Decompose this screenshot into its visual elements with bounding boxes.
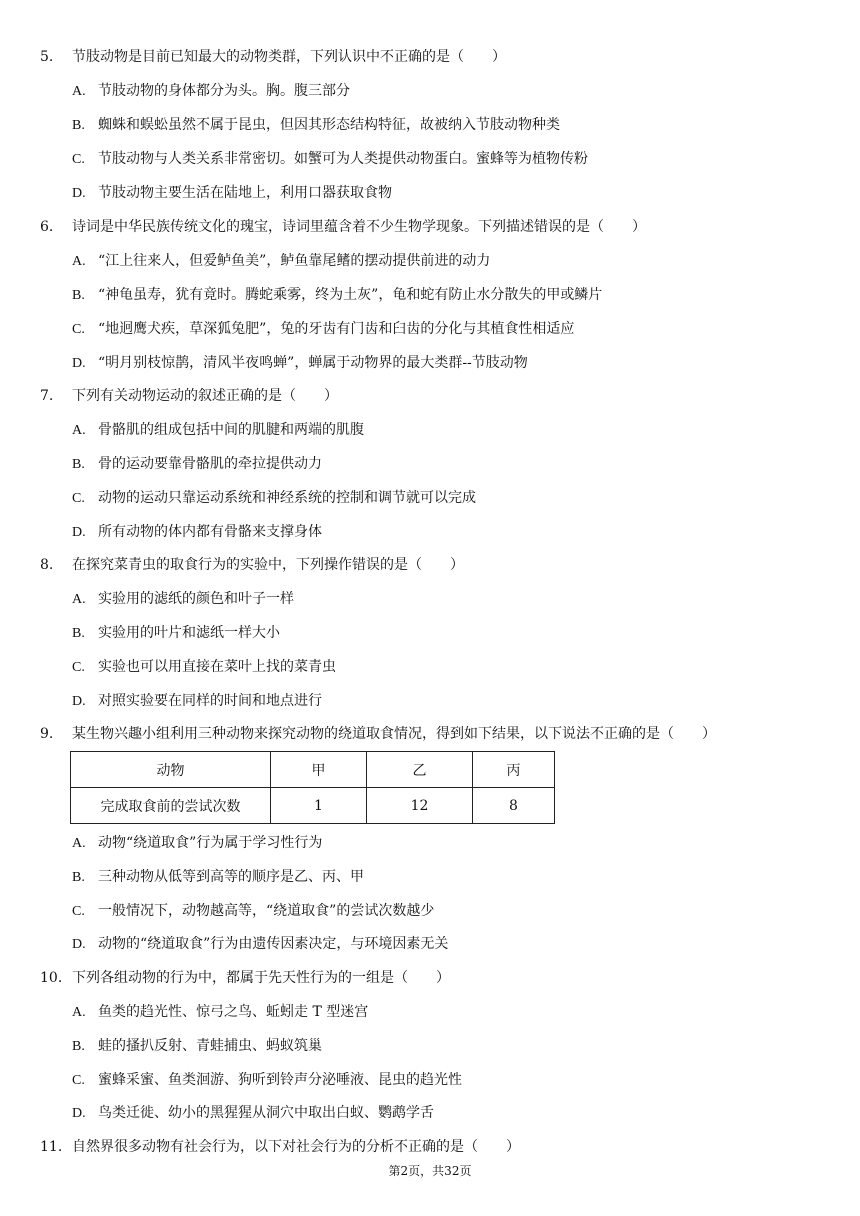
- question-5-stem: [40, 47, 506, 67]
- option-letter: D.: [72, 937, 86, 952]
- option-letter: A.: [72, 836, 86, 851]
- option-text: 骨的运动要靠骨骼肌的牵拉提供动力: [98, 456, 322, 472]
- question-9-stem: [40, 724, 716, 744]
- question-10-option-c[interactable]: [72, 1070, 462, 1091]
- question-text: 节肢动物是目前已知最大的动物类群，下列认识中不正确的是（ ）: [72, 49, 506, 65]
- question-6-option-c[interactable]: [72, 319, 574, 340]
- option-text: “神龟虽寿，犹有竟时。腾蛇乘雾，终为土灰”，龟和蛇有防止水分散失的甲或鳞片: [98, 287, 603, 303]
- question-8-option-d[interactable]: [72, 691, 322, 712]
- option-letter: C.: [72, 322, 85, 337]
- option-letter: C.: [72, 491, 85, 506]
- question-8-stem: [40, 555, 464, 575]
- question-9-option-c[interactable]: [72, 901, 434, 922]
- option-text: 一般情况下，动物越高等，“绕道取食”的尝试次数越少: [98, 903, 435, 919]
- option-letter: C.: [72, 904, 85, 919]
- option-letter: D.: [72, 525, 86, 540]
- option-letter: D.: [72, 186, 86, 201]
- question-text: 下列有关动物运动的叙述正确的是（ ）: [72, 388, 338, 404]
- option-text: 对照实验要在同样的时间和地点进行: [98, 693, 322, 709]
- option-text: 实验也可以用直接在菜叶上找的菜青虫: [98, 659, 336, 675]
- option-text: “地迥鹰犬疾，草深狐兔肥”，兔的牙齿有门齿和臼齿的分化与其植食性相适应: [98, 321, 575, 337]
- option-letter: B.: [72, 118, 85, 133]
- option-text: 节肢动物的身体都分为头。胸。腹三部分: [98, 83, 350, 99]
- option-letter: B.: [72, 288, 85, 303]
- option-letter: A.: [72, 423, 86, 438]
- question-5-option-a[interactable]: [72, 81, 350, 102]
- question-7-stem: [40, 386, 338, 406]
- question-number: 10.: [40, 970, 63, 986]
- table-row: [71, 788, 555, 824]
- option-text: “明月别枝惊鹊，清风半夜鸣蝉”，蝉属于动物界的最大类群--节肢动物: [98, 355, 528, 371]
- option-text: 实验用的叶片和滤纸一样大小: [98, 625, 280, 641]
- option-text: 三种动物从低等到高等的顺序是乙、丙、甲: [98, 869, 364, 885]
- option-letter: A.: [72, 84, 86, 99]
- option-text: 动物“绕道取食”行为属于学习性行为: [98, 835, 323, 851]
- question-7-option-a[interactable]: [72, 420, 364, 441]
- question-6-option-b[interactable]: [72, 285, 602, 306]
- option-text: 蛙的搔扒反射、青蛙捕虫、蚂蚁筑巢: [98, 1038, 322, 1054]
- option-letter: D.: [72, 1106, 86, 1121]
- table-header-cell: 丙: [473, 752, 555, 788]
- question-6-option-a[interactable]: [72, 251, 490, 272]
- table-cell: 8: [473, 788, 555, 824]
- data-table: [70, 751, 555, 824]
- option-text: 蜘蛛和蜈蚣虽然不属于昆虫，但因其形态结构特征，故被纳入节肢动物种类: [98, 117, 560, 133]
- question-7-option-c[interactable]: [72, 488, 476, 509]
- option-text: 所有动物的体内都有骨骼来支撑身体: [98, 524, 322, 540]
- question-number: 11.: [40, 1139, 63, 1155]
- question-10-stem: [40, 968, 450, 988]
- question-9-option-b[interactable]: [72, 867, 364, 888]
- question-6-stem: [40, 217, 646, 237]
- option-letter: B.: [72, 1039, 85, 1054]
- question-number: 8.: [40, 557, 54, 573]
- question-10-option-d[interactable]: [72, 1103, 434, 1124]
- question-5-option-c[interactable]: [72, 149, 588, 170]
- option-text: 节肢动物主要生活在陆地上，利用口器获取食物: [98, 185, 392, 201]
- table-header-cell: 动物: [71, 752, 271, 788]
- question-8-option-c[interactable]: [72, 657, 336, 678]
- option-letter: C.: [72, 660, 85, 675]
- option-text: “江上往来人，但爱鲈鱼美”，鲈鱼靠尾鳍的摆动提供前进的动力: [98, 253, 491, 269]
- question-11-stem: [40, 1137, 520, 1157]
- option-letter: A.: [72, 592, 86, 607]
- option-letter: B.: [72, 870, 85, 885]
- question-8-option-a[interactable]: [72, 589, 294, 610]
- option-letter: C.: [72, 1073, 85, 1088]
- question-10-option-b[interactable]: [72, 1036, 322, 1057]
- question-9-option-d[interactable]: [72, 934, 448, 955]
- option-letter: D.: [72, 356, 86, 371]
- option-text: 动物的运动只靠运动系统和神经系统的控制和调节就可以完成: [98, 490, 476, 506]
- option-text: 鸟类迁徙、幼小的黑猩猩从洞穴中取出白蚁、鹦鹉学舌: [98, 1105, 434, 1121]
- table-cell: 12: [367, 788, 473, 824]
- option-letter: A.: [72, 1005, 86, 1020]
- option-letter: B.: [72, 626, 85, 641]
- option-text: 鱼类的趋光性、惊弓之鸟、蚯蚓走 T 型迷宫: [98, 1004, 369, 1020]
- question-6-option-d[interactable]: [72, 353, 528, 374]
- option-text: 动物的“绕道取食”行为由遗传因素决定，与环境因素无关: [98, 936, 449, 952]
- question-5-option-b[interactable]: [72, 115, 560, 136]
- table-header-cell: 乙: [367, 752, 473, 788]
- question-number: 9.: [40, 726, 54, 742]
- question-text: 诗词是中华民族传统文化的瑰宝，诗词里蕴含着不少生物学现象。下列描述错误的是（ ）: [72, 219, 646, 235]
- question-7-option-d[interactable]: [72, 522, 322, 543]
- option-text: 实验用的滤纸的颜色和叶子一样: [98, 591, 294, 607]
- option-letter: B.: [72, 457, 85, 472]
- option-letter: A.: [72, 254, 86, 269]
- option-text: 节肢动物与人类关系非常密切。如蟹可为人类提供动物蛋白。蜜蜂等为植物传粉: [98, 151, 588, 167]
- question-7-option-b[interactable]: [72, 454, 322, 475]
- table-cell: 1: [271, 788, 367, 824]
- option-letter: D.: [72, 694, 86, 709]
- question-number: 6.: [40, 219, 54, 235]
- question-9-option-a[interactable]: [72, 833, 322, 854]
- question-8-option-b[interactable]: [72, 623, 280, 644]
- question-number: 7.: [40, 388, 54, 404]
- option-letter: C.: [72, 152, 85, 167]
- question-text: 在探究菜青虫的取食行为的实验中，下列操作错误的是（ ）: [72, 557, 464, 573]
- question-10-option-a[interactable]: [72, 1002, 368, 1023]
- option-text: 蜜蜂采蜜、鱼类洄游、狗听到铃声分泌唾液、昆虫的趋光性: [98, 1072, 462, 1088]
- question-text: 下列各组动物的行为中，都属于先天性行为的一组是（ ）: [72, 970, 450, 986]
- question-5-option-d[interactable]: [72, 183, 392, 204]
- option-text: 骨骼肌的组成包括中间的肌腱和两端的肌腹: [98, 422, 364, 438]
- table-cell: 完成取食前的尝试次数: [71, 788, 271, 824]
- question-text: 某生物兴趣小组利用三种动物来探究动物的绕道取食情况，得到如下结果，以下说法不正确的是（ ）: [72, 726, 716, 742]
- table-header-row: [71, 752, 555, 788]
- table-header-cell: 甲: [271, 752, 367, 788]
- question-text: 自然界很多动物有社会行为，以下对社会行为的分析不正确的是（ ）: [72, 1139, 520, 1155]
- page-footer: 第2页，共32页: [388, 1164, 472, 1178]
- question-number: 5.: [40, 49, 54, 65]
